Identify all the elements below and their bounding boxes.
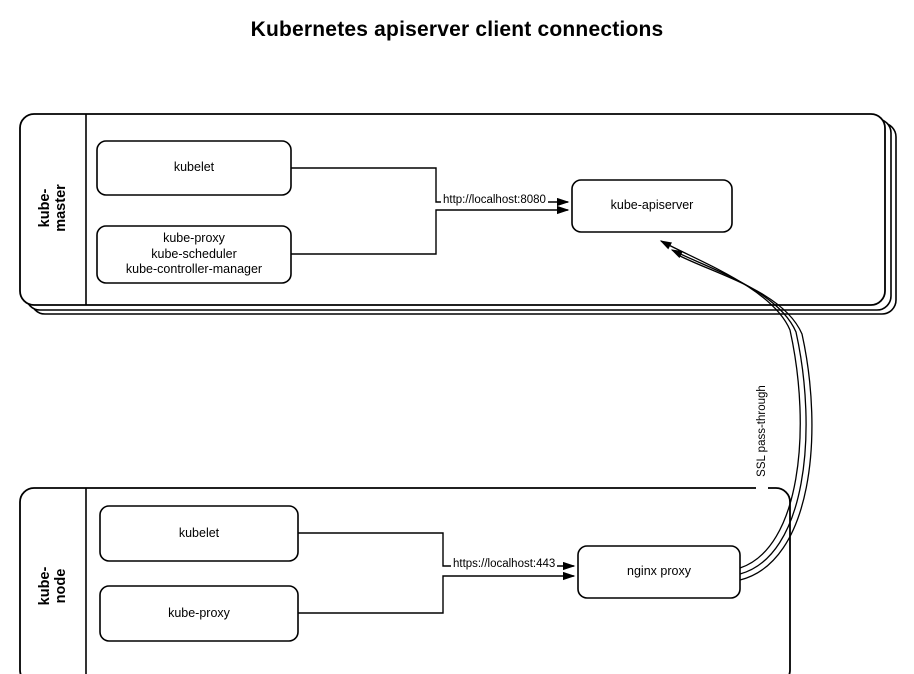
page-title: Kubernetes apiserver client connections [250,18,664,41]
group-label-kube-node [33,554,73,618]
node-label-master-kubelet[interactable]: kubelet [173,160,215,175]
node-box-master-components [97,226,291,283]
node-box-node-kubelet [100,506,298,561]
edge-label-https-localhost: https://localhost:443 [453,558,556,570]
node-box-nginx-proxy [578,546,740,598]
group-label-kube-master [33,176,73,240]
node-label-master-components[interactable]: kube-proxy kube-scheduler kube-controller-manager [125,231,263,277]
node-label-node-kube-proxy[interactable]: kube-proxy [168,605,230,620]
edge-label-ssl-pass-through: SSL pass-through [756,369,768,493]
node-box-kube-apiserver [572,180,732,232]
node-label-kube-apiserver[interactable]: kube-apiserver [610,198,694,213]
node-label-nginx-proxy[interactable]: nginx proxy [627,564,691,579]
group-label-kube-master-text: kube-master [37,184,69,232]
node-box-master-kubelet [97,141,291,195]
node-label-node-kubelet[interactable]: kubelet [178,525,220,540]
edge-label-http-localhost: http://localhost:8080 [443,194,546,206]
group-label-kube-node-text: kube-node [37,566,69,606]
node-box-node-kube-proxy [100,586,298,641]
